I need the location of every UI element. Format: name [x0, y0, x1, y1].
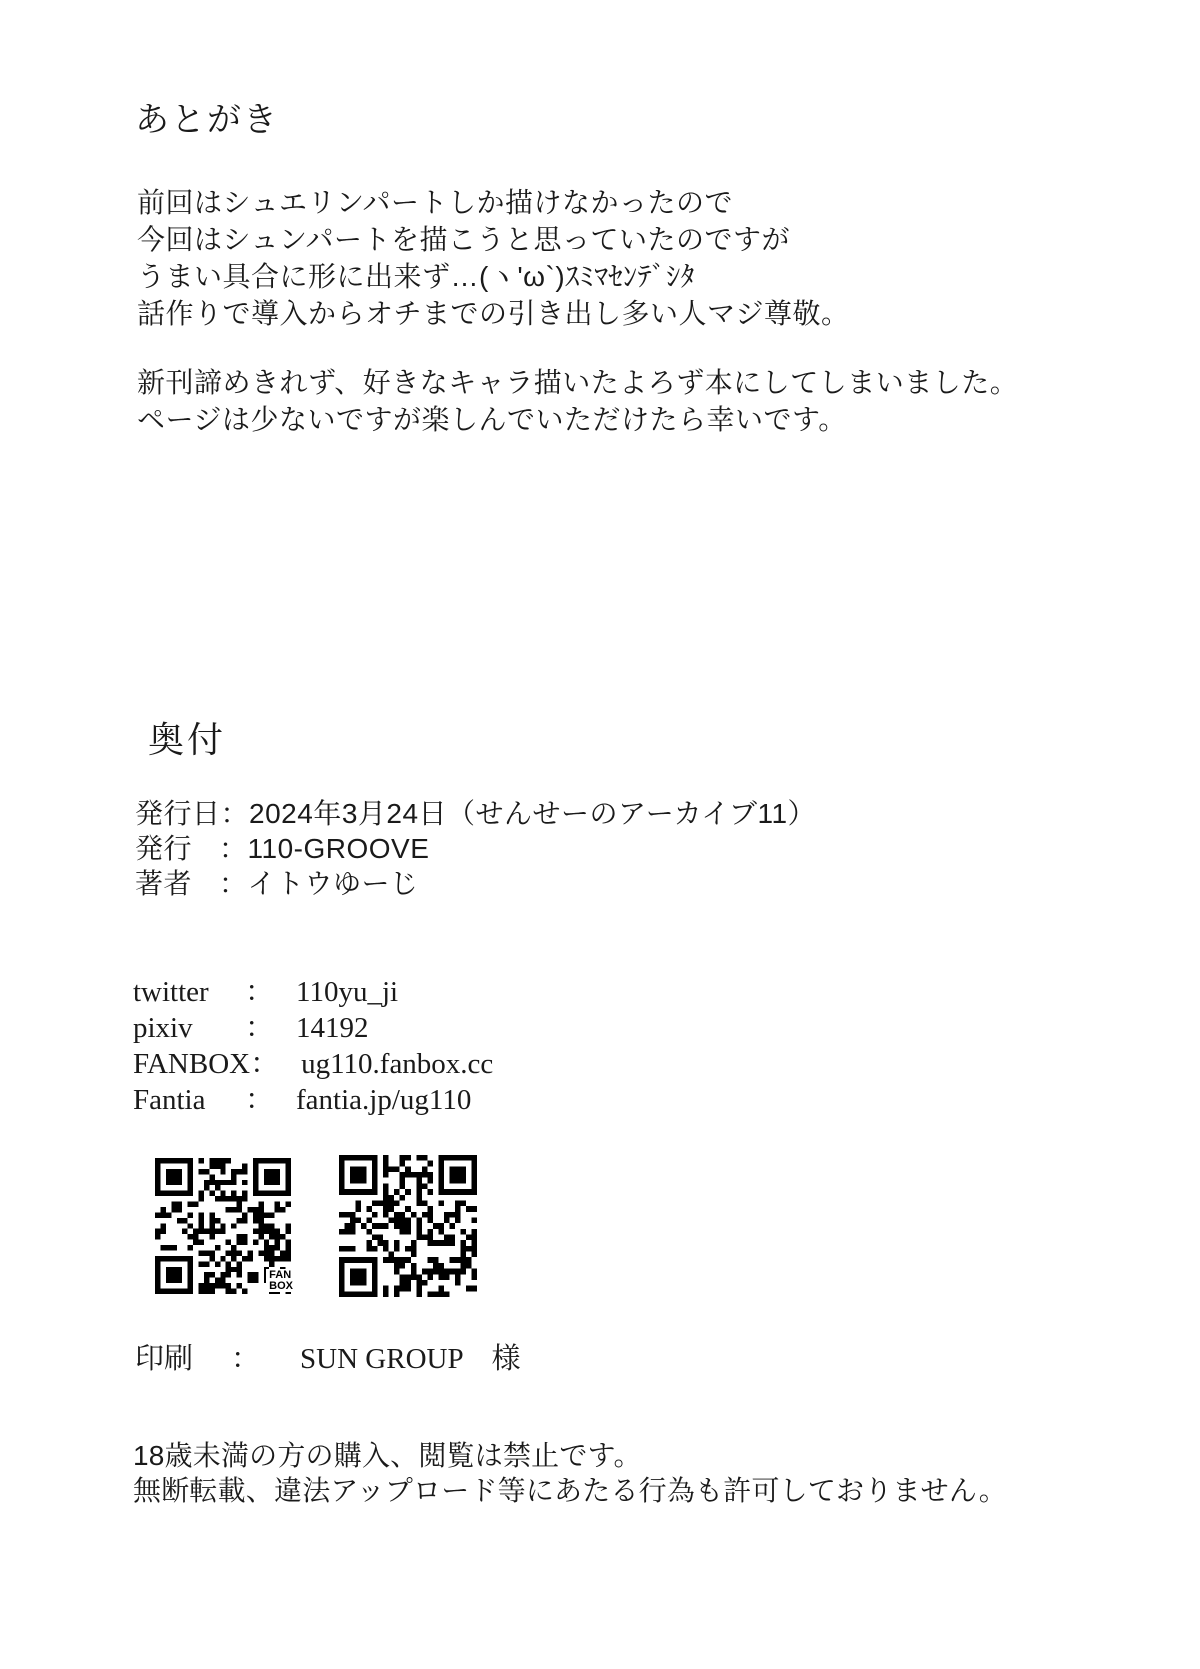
contact-info: [133, 974, 493, 1118]
paragraph-line: 新刊諦めきれず、好きなキャラ描いたよろず本にしてしまいました。: [137, 367, 1019, 398]
contact-value: fantia.jp/ug110: [296, 1084, 472, 1116]
contact-row-twitter: [133, 974, 493, 1010]
fanbox-qr-caption: [266, 1269, 293, 1292]
colon: ：: [245, 1012, 275, 1044]
contact-label: FANBOX: [133, 1048, 251, 1080]
paragraph-line: 前回はシュエリンパートしか描けなかったので: [137, 187, 733, 218]
contact-value: 14192: [296, 1012, 369, 1044]
qr-pattern: [339, 1155, 477, 1297]
publication-info: [135, 796, 816, 901]
contact-value: 110yu_ji: [296, 976, 399, 1008]
contact-label: twitter: [133, 976, 209, 1008]
publication-row-publisher: [135, 831, 816, 866]
contact-value: ug110.fanbox.cc: [301, 1048, 494, 1080]
notice-line: 18歳未満の方の購入、閲覧は禁止です。: [133, 1440, 642, 1471]
publication-row-date: [135, 796, 816, 831]
printing-label: 印刷: [135, 1343, 194, 1375]
afterword-paragraph-1: [137, 184, 850, 332]
publication-label: 発行: [135, 833, 193, 864]
afterword-title: あとがき: [135, 101, 279, 139]
qr-caption-line: BOX: [269, 1280, 293, 1292]
fantia-qr-code: [339, 1155, 477, 1297]
age-restriction-notice: [133, 1438, 1007, 1508]
publication-label: 発行日: [135, 798, 221, 829]
paragraph-line: 今回はシュンパートを描こうと思っていたのですが: [137, 224, 790, 255]
paragraph-line: ページは少ないですが楽しんでいただけたら幸いです。: [137, 404, 847, 435]
colon: ：: [220, 798, 250, 829]
colon: ：: [245, 976, 275, 1008]
publication-value: イトウゆーじ: [247, 868, 419, 899]
publication-label: 著者: [135, 868, 193, 899]
contact-label: Fantia: [133, 1084, 206, 1116]
contact-row-fanbox: [133, 1046, 493, 1082]
publication-value: 110-GROOVE: [247, 833, 430, 864]
afterword-paragraph-2: [137, 364, 1018, 438]
publication-row-author: [135, 866, 816, 901]
paragraph-line: うまい具合に形に出来ず…(ヽ'ω`)ｽﾐﾏｾﾝﾃﾞｼﾀ: [137, 261, 696, 292]
contact-row-fantia: [133, 1082, 493, 1118]
colon: ：: [245, 1084, 275, 1116]
publication-value: 2024年3月24日（せんせーのアーカイブ11）: [249, 798, 817, 829]
qr-caption-line: FAN: [269, 1269, 292, 1281]
colon: ：: [219, 868, 248, 899]
notice-line: 無断転載、違法アップロード等にあたる行為も許可しておりません。: [133, 1475, 1007, 1506]
contact-label: pixiv: [133, 1012, 193, 1044]
colon: ：: [219, 833, 248, 864]
colon: ：: [231, 1343, 261, 1375]
printing-value: SUN GROUP 様: [300, 1343, 521, 1375]
colon: ：: [250, 1048, 280, 1080]
contact-row-pixiv: [133, 1010, 493, 1046]
fanbox-qr-code: [155, 1158, 291, 1294]
paragraph-line: 話作りで導入からオチまでの引き出し多い人マジ尊敬。: [137, 298, 850, 329]
printing-info: [135, 1336, 521, 1377]
colophon-title: 奥付: [148, 719, 227, 760]
